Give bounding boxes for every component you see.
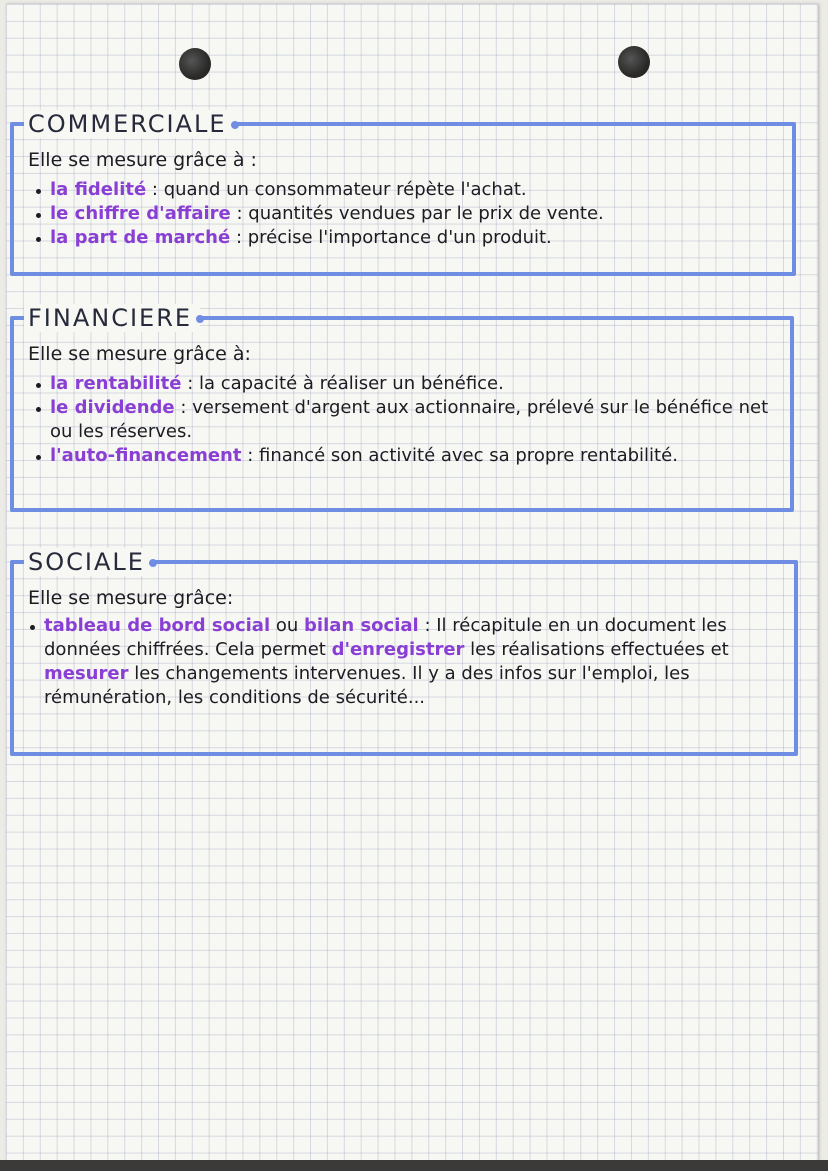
item-text: les changements intervenues. Il y a des infos sur l'emploi, les rémunération, les conditions de sécurité...	[44, 663, 690, 708]
section-title-sociale: SOCIALE	[24, 548, 153, 576]
section-intro: Elle se mesure grâce:	[28, 587, 234, 609]
item-term: bilan social	[304, 615, 419, 636]
item-desc: : quantités vendues par le prix de vente.	[236, 203, 604, 224]
page-bottom-edge	[0, 1160, 828, 1171]
section-intro: Elle se mesure grâce à :	[28, 149, 257, 171]
item-desc: : précise l'importance d'un produit.	[235, 227, 552, 248]
list-item	[36, 226, 778, 250]
punch-hole-right	[618, 46, 650, 78]
section-sociale	[10, 548, 798, 756]
section-title-financiere: FINANCIERE	[24, 304, 200, 332]
item-desc: : financé son activité avec sa propre rentabilité.	[247, 445, 678, 466]
grid-paper-page	[6, 4, 818, 1162]
list-item	[36, 178, 778, 202]
list-item	[30, 614, 780, 710]
item-list	[30, 614, 780, 710]
item-desc: : versement d'argent aux actionnaire, prélevé sur le bénéfice net ou les réserves.	[50, 397, 769, 442]
item-desc: : la capacité à réaliser un bénéfice.	[187, 373, 504, 394]
item-desc: : quand un consommateur répète l'achat.	[151, 179, 527, 200]
item-text: les réalisations effectuées et	[470, 639, 729, 660]
section-financiere	[10, 304, 794, 512]
item-term: le chiffre d'affaire	[50, 203, 231, 224]
item-term: le dividende	[50, 397, 175, 418]
list-item	[36, 202, 778, 226]
section-intro: Elle se mesure grâce à:	[28, 343, 251, 365]
highlighted-word: d'enregistrer	[331, 639, 465, 660]
item-list	[36, 372, 776, 468]
section-title-commerciale: COMMERCIALE	[24, 110, 235, 138]
item-text: : Il récapitule en un document les données chiffrées. Cela permet	[44, 615, 727, 660]
list-item	[36, 372, 776, 396]
item-term: la rentabilité	[50, 373, 182, 394]
punch-hole-left	[179, 48, 211, 80]
item-term: tableau de bord social	[44, 615, 271, 636]
highlighted-word: mesurer	[44, 663, 129, 684]
item-term: la part de marché	[50, 227, 231, 248]
item-term: la fidelité	[50, 179, 147, 200]
item-text: ou	[275, 615, 299, 636]
item-list	[36, 178, 778, 250]
section-commerciale	[10, 110, 796, 276]
item-term: l'auto-financement	[50, 445, 242, 466]
list-item	[36, 396, 776, 444]
list-item	[36, 444, 776, 468]
